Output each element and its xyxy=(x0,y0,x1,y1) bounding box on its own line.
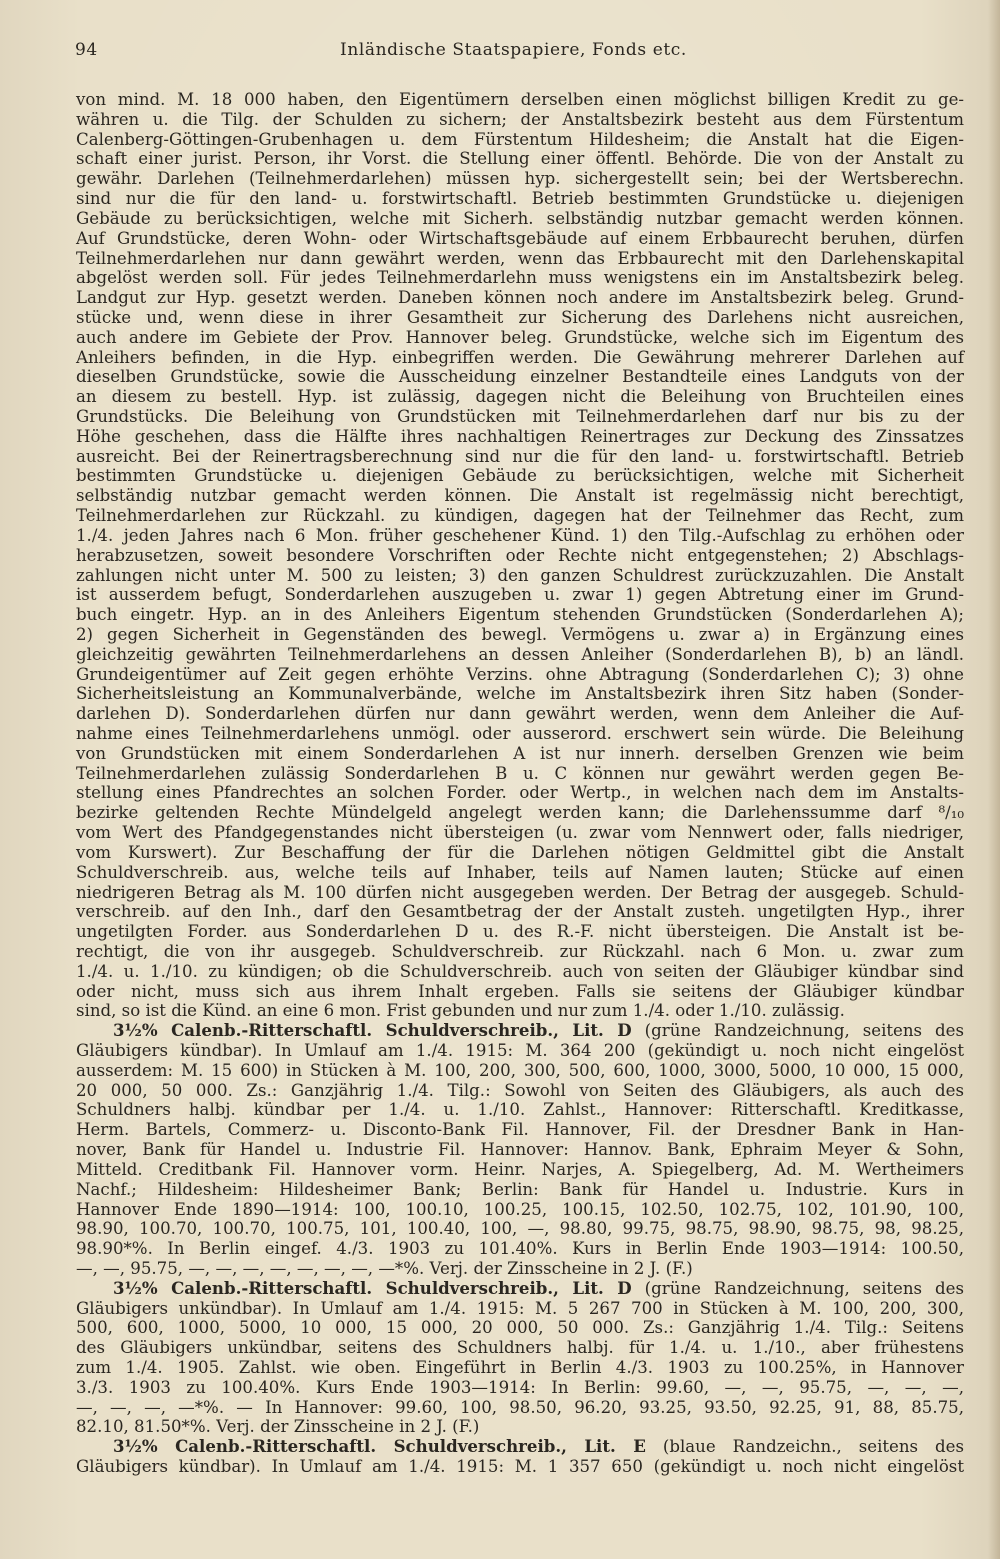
body-line: rechtigt, die von ihr ausgegeb. Schuldverschreib. zur Rückzahl. nach 6 Mon. u. zwar zum xyxy=(76,941,964,961)
body-line: Sicherheitsleistung an Kommunalverbände, welche im Anstaltsbezirk ihren Sitz haben (Sonder- xyxy=(76,684,964,704)
body-line: schaft einer jurist. Person, ihr Vorst. die Stellung einer öffentl. Behörde. Die von der Anstalt zu xyxy=(76,149,964,169)
body-line: dieselben Grundstücke, sowie die Ausscheidung einzelner Bestandteile eines Landguts von der xyxy=(76,367,964,387)
body-line: Anleihers befinden, in die Hyp. einbegriffen werden. Die Gewährung mehrerer Darlehen auf xyxy=(76,347,964,367)
entry-line: 3./3. 1903 zu 100.40%. Kurs Ende 1903—1914: In Berlin: 99.60, —, —, 95.75, —, —, —, xyxy=(76,1377,964,1397)
body-line: Grundstücks. Die Beleihung von Grundstücken mit Teilnehmerdarlehen darf nur bis zu der xyxy=(76,407,964,426)
body-line: von mind. M. 18 000 haben, den Eigentümern derselben einen möglichst billigen Kredit zu ge- xyxy=(76,90,964,109)
entry-line: Nachf.; Hildesheim: Hildesheimer Bank; Berlin: Bank für Handel u. Industrie. Kurs in xyxy=(76,1179,964,1199)
body-line: Schuldverschreib. aus, welche teils auf Inhaber, teils auf Namen lauten; Stücke auf einen xyxy=(76,862,964,882)
body-line: Teilnehmerdarlehen zulässig Sonderdarlehen B u. C können nur gewährt werden gegen Be- xyxy=(76,763,964,783)
body-line: Teilnehmerdarlehen zur Rückzahl. zu kündigen, dagegen hat der Teilnehmer das Recht, zum xyxy=(76,506,964,526)
entry-line: Mitteld. Creditbank Fil. Hannover vorm. Heinr. Narjes, A. Spiegelberg, Ad. M. Wertheimers xyxy=(76,1159,964,1179)
running-title: Inländische Staatspapiere, Fonds etc. xyxy=(340,40,687,60)
body-line: selbständig nutzbar gemacht werden können. Die Anstalt ist regelmässig nicht berechtigt, xyxy=(76,486,964,506)
entry-first-line xyxy=(76,1437,964,1457)
entry-line: 98.90, 100.70, 100.70, 100.75, 101, 100.40, 100, —, 98.80, 99.75, 98.75, 98.90, 98.75, 98, 98.25, xyxy=(76,1219,964,1239)
entry-text: (grüne Randzeichnung, seitens des xyxy=(631,1021,965,1041)
body-line: abgelöst werden soll. Für jedes Teilnehmerdarlehn muss wenigstens ein im Anstaltsbezirk beleg. xyxy=(76,268,964,288)
body-line: 1./4. jeden Jahres nach 6 Mon. früher geschehener Künd. 1) den Tilg.-Aufschlag zu erhöhen oder xyxy=(76,525,964,545)
body-line: ausreicht. Bei der Reinertragsberechnung sind nur die für den land- u. forstwirtschaftl. Betrieb xyxy=(76,446,964,466)
body-line: gleichzeitig gewährten Teilnehmerdarlehens an dessen Anleiher (Sonderdarlehen B), b) an ländl. xyxy=(76,644,964,664)
body-line: vom Wert des Pfandgegenstandes nicht übersteigen (u. zwar vom Nennwert oder, falls niedriger, xyxy=(76,823,964,843)
entry-line: 98.90*%. In Berlin eingef. 4./3. 1903 zu 101.40%. Kurs in Berlin Ende 1903—1914: 100.50, xyxy=(76,1239,964,1259)
entry-line: 500, 600, 1000, 5000, 10 000, 15 000, 20 000, 50 000. Zs.: Ganzjährig 1./4. Tilg.: Seitens xyxy=(76,1318,964,1338)
body-line: verschreib. auf den Inh., darf den Gesamtbetrag der der Anstalt zusteh. ungetilgten Hyp., ihrer xyxy=(76,902,964,922)
main-text xyxy=(76,90,964,1477)
entry-line: Gläubigers kündbar). In Umlauf am 1./4. 1915: M. 1 357 650 (gekündigt u. noch nicht eingelöst xyxy=(76,1457,964,1477)
body-line: Gebäude zu berücksichtigen, welche mit Sicherh. selbständig nutzbar gemacht werden können. xyxy=(76,208,964,228)
entry-line: 20 000, 50 000. Zs.: Ganzjährig 1./4. Tilg.: Sowohl von Seiten des Gläubigers, als auch des xyxy=(76,1080,964,1100)
body-line: ist ausserdem befugt, Sonderdarlehen auszugeben u. zwar 1) gegen Abtretung einer im Grund- xyxy=(76,585,964,605)
entry-line: —, —, —, —*%. — In Hannover: 99.60, 100, 98.50, 96.20, 93.25, 93.50, 92.25, 91, 88, 85.75, xyxy=(76,1397,964,1417)
body-line: sind nur die für den land- u. forstwirtschaftl. Betrieb bestimmten Grundstücke u. diejenigen xyxy=(76,189,964,209)
entry-line: Gläubigers unkündbar). In Umlauf am 1./4. 1915: M. 5 267 700 in Stücken à M. 100, 200, 300, xyxy=(76,1298,964,1318)
entry-first-line xyxy=(76,1279,964,1299)
body-line: bestimmten Grundstücke u. diejenigen Gebäude zu berücksichtigen, welche mit Sicherheit xyxy=(76,466,964,486)
body-line: zahlungen nicht unter M. 500 zu leisten; 3) den ganzen Schuldrest zurückzuzahlen. Die Anstalt xyxy=(76,565,964,585)
body-line: vom Kurswert). Zur Beschaffung der für die Darlehen nötigen Geldmittel gibt die Anstalt xyxy=(76,842,964,862)
body-line: nahme eines Teilnehmerdarlehens unmögl. oder ausserord. erschwert sein würde. Die Beleihung xyxy=(76,724,964,743)
entry-text: (blaue Randzeichn., seitens des xyxy=(645,1437,964,1457)
entry-line: zum 1./4. 1905. Zahlst. wie oben. Eingeführt in Berlin 4./3. 1903 zu 100.25%, in Hannover xyxy=(76,1358,964,1377)
body-line: Höhe geschehen, dass die Hälfte ihres nachhaltigen Reinertrages zur Deckung des Zinssatzes xyxy=(76,426,964,446)
entry-first-line xyxy=(76,1021,964,1041)
body-line: Grundeigentümer auf Zeit gegen erhöhte Verzins. ohne Abtragung (Sonderdarlehen C); 3) ohne xyxy=(76,664,964,684)
body-line: bezirke geltenden Rechte Mündelgeld angelegt werden kann; die Darlehenssumme darf ⁸/₁₀ xyxy=(76,803,964,823)
body-line: Landgut zur Hyp. gesetzt werden. Daneben können noch andere im Anstaltsbezirk beleg. Grund- xyxy=(76,288,964,308)
body-line: herabzusetzen, soweit besondere Vorschriften oder Rechte nicht entgegenstehen; 2) Abschlags- xyxy=(76,545,964,565)
entry-line: nover, Bank für Handel u. Industrie Fil. Hannover: Hannov. Bank, Ephraim Meyer & Sohn, xyxy=(76,1140,964,1160)
entry-title: 3½% Calenb.-Ritterschaftl. Schuldverschreib., Lit. D xyxy=(113,1020,632,1041)
body-line: stellung eines Pfandrechtes an solchen Forder. oder Wertp., in welchen nach dem im Anstalts- xyxy=(76,783,964,803)
entry-line: des Gläubigers unkündbar, seitens des Schuldners halbj. für 1./4. u. 1./10., aber frühestens xyxy=(76,1338,964,1358)
body-line: sind, so ist die Künd. an eine 6 mon. Frist gebunden und nur zum 1./4. oder 1./10. zulässig. xyxy=(76,1001,845,1021)
body-line: buch eingetr. Hyp. an in des Anleihers Eigentum stehenden Grundstücken (Sonderdarlehen A); xyxy=(76,605,964,625)
body-line: niedrigeren Betrag als M. 100 dürfen nicht ausgegeben werden. Der Betrag der ausgegeb. Schuld- xyxy=(76,882,964,902)
entry-line: —, —, 95.75, —, —, —, —, —, —, —, —*%. Verj. der Zinsscheine in 2 J. (F.) xyxy=(76,1258,693,1278)
entry-line: Gläubigers kündbar). In Umlauf am 1./4. 1915: M. 364 200 (gekündigt u. noch nicht eingelöst xyxy=(76,1041,964,1060)
body-line: oder nicht, muss sich aus ihrem Inhalt ergeben. Falls sie seitens der Gläubiger kündbar xyxy=(76,981,964,1001)
body-line: Calenberg-Göttingen-Grubenhagen u. dem Fürstentum Hildesheim; die Anstalt hat die Eigen- xyxy=(76,129,964,149)
page-edge-shadow xyxy=(988,0,1000,1559)
body-line: Teilnehmerdarlehen nur dann gewährt werden, wenn das Erbbaurecht mit den Darlehenskapital xyxy=(76,248,964,268)
body-line: Auf Grundstücke, deren Wohn- oder Wirtschaftsgebäude auf einem Erbbaurecht beruhen, dürfen xyxy=(76,228,964,248)
body-line: 2) gegen Sicherheit in Gegenständen des bewegl. Vermögens u. zwar a) in Ergänzung eines xyxy=(76,624,964,644)
body-line: gewähr. Darlehen (Teilnehmerdarlehen) müssen hyp. sichergestellt sein; bei der Wertsberechn. xyxy=(76,169,964,189)
entry-title: 3½% Calenb.-Ritterschaftl. Schuldverschreib., Lit. E xyxy=(113,1436,646,1457)
entry-line: ausserdem: M. 15 600) in Stücken à M. 100, 200, 300, 500, 600, 1000, 3000, 5000, 10 000, 15 000, xyxy=(76,1060,964,1080)
entry-line: Hannover Ende 1890—1914: 100, 100.10, 100.25, 100.15, 102.50, 102.75, 102, 101.90, 100, xyxy=(76,1199,964,1219)
page-header xyxy=(75,40,965,66)
body-line: stücke und, wenn diese in ihrer Gesamtheit zur Sicherung des Darlehens nicht ausreichen, xyxy=(76,307,964,327)
body-line: darlehen D). Sonderdarlehen dürfen nur dann gewährt werden, wenn dem Anleiher die Auf- xyxy=(76,704,964,724)
entry-text: (grüne Randzeichnung, seitens des xyxy=(631,1278,965,1298)
body-line: an diesem zu bestell. Hyp. ist zulässig, dagegen nicht die Beleihung von Bruchteilen eines xyxy=(76,387,964,407)
entry-line: Schuldners halbj. kündbar per 1./4. u. 1./10. Zahlst., Hannover: Ritterschaftl. Kreditkasse, xyxy=(76,1100,964,1120)
body-line: währen u. die Tilg. der Schulden zu sichern; der Anstaltsbezirk besteht aus dem Fürstentum xyxy=(76,109,964,129)
page-number: 94 xyxy=(75,40,98,60)
entry-title: 3½% Calenb.-Ritterschaftl. Schuldverschreib., Lit. D xyxy=(113,1277,632,1298)
body-line: auch andere im Gebiete der Prov. Hannover beleg. Grundstücke, welche sich im Eigentum des xyxy=(76,327,964,347)
body-line: 1./4. u. 1./10. zu kündigen; ob die Schuldverschreib. auch von seiten der Gläubiger kündbar sind xyxy=(76,961,964,981)
entry-line: Herm. Bartels, Commerz- u. Disconto-Bank Fil. Hannover, Fil. der Dresdner Bank in Han- xyxy=(76,1120,964,1140)
body-line: von Grundstücken mit einem Sonderdarlehen A ist nur innerh. derselben Grenzen wie beim xyxy=(76,743,964,763)
body-line: ungetilgten Forder. aus Sonderdarlehen D u. des R.-F. nicht übersteigen. Die Anstalt ist be- xyxy=(76,922,964,942)
entry-line: 82.10, 81.50*%. Verj. der Zinsscheine in 2 J. (F.) xyxy=(76,1417,480,1437)
